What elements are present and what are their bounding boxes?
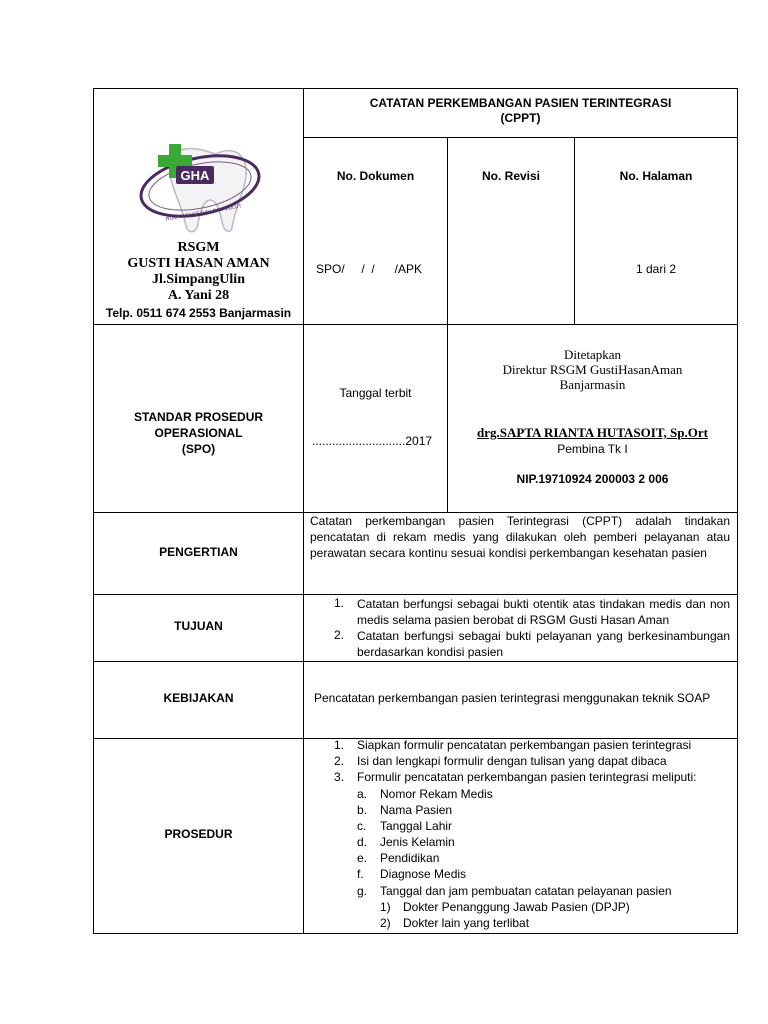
tujuan-list — [304, 596, 737, 660]
spo-line-3: (SPO) — [181, 442, 216, 456]
kebijakan-text: Pencatatan perkembangan pasien terintegrasi menggunakan teknik SOAP — [314, 691, 711, 705]
prosedur-item-1-num: 1. — [334, 738, 345, 752]
spo-label — [94, 409, 303, 457]
prosedur-sub-c-num: c. — [357, 819, 367, 833]
prosedur-subsub-2-num: 2) — [380, 916, 391, 930]
prosedur-sub-b-text: Nama Pasien — [380, 803, 453, 817]
tujuan-item-1 — [304, 596, 737, 628]
subtitle-line: (CPPT) — [500, 111, 541, 125]
org-telp: Telp. 0511 674 2553 Banjarmasin — [105, 306, 292, 320]
ditetapkan-block — [448, 347, 737, 392]
tanggal-terbit-label: Tanggal terbit — [339, 386, 412, 400]
document-title — [304, 96, 737, 125]
logo-ring-text: RUMAH SAKIT GIGI DAN MULUT — [165, 203, 243, 223]
tanggal-terbit-value: ............................2017 — [312, 434, 433, 448]
pangkat-text: Pembina Tk I — [557, 442, 628, 456]
org-line-1: RSGM — [177, 240, 220, 255]
prosedur-sub-c-text: Tanggal Lahir — [380, 819, 453, 833]
organization-block — [94, 240, 303, 304]
tooth-logo-icon — [136, 142, 262, 234]
prosedur-sub-a-text: Nomor Rekam Medis — [380, 787, 493, 801]
prosedur-subsub-1-text: Dokter Penanggung Jawab Pasien (DPJP) — [403, 900, 630, 914]
pengertian-text: Catatan perkembangan pasien Terintegrasi (CPPT) adalah tindakan pencatatan di rekam medis yang dilakukan oleh pemberi pelayanan atau perawatan secara kontinu sesuai kondisi perkembangan kesehatan pasien — [310, 514, 730, 560]
pejabat-name-text: drg.SAPTA RIANTA HUTASOIT, Sp.Ort — [477, 425, 708, 440]
pejabat-name — [448, 425, 737, 441]
prosedur-sub-e-num: e. — [357, 851, 368, 865]
prosedur-sub-f-num: f. — [357, 867, 364, 881]
tujuan-label: TUJUAN — [174, 619, 223, 633]
prosedur-item-2-text: Isi dan lengkapi formulir dengan tulisan yang dapat dibaca — [357, 754, 667, 768]
prosedur-sub-b-num: b. — [357, 803, 368, 817]
prosedur-sub-g-num: g. — [357, 884, 368, 898]
org-line-2: GUSTI HASAN AMAN — [127, 256, 270, 271]
tujuan-item-2-text: Catatan berfungsi sebagai bukti pelayanan yang berkesinambungan berdasarkan kondisi pasien — [357, 629, 730, 659]
logo-text: GHA — [180, 168, 210, 183]
spo-line-2: OPERASIONAL — [154, 426, 243, 440]
prosedur-item-3-text: Formulir pencatatan perkembangan pasien terintegrasi meliputi: — [357, 770, 697, 784]
tujuan-item-2-num: 2. — [334, 628, 345, 642]
pengertian-label: PENGERTIAN — [159, 545, 238, 559]
prosedur-item-1-text: Siapkan formulir pencatatan perkembangan pasien terintegrasi — [357, 738, 692, 752]
tujuan-item-1-num: 1. — [334, 596, 345, 610]
prosedur-sub-g-text: Tanggal dan jam pembuatan catatan pelayanan pasien — [380, 884, 672, 898]
kebijakan-label: KEBIJAKAN — [163, 691, 234, 705]
no-dokumen-label: No. Dokumen — [336, 169, 415, 183]
nip-text: NIP.19710924 200003 2 006 — [516, 472, 669, 486]
prosedur-sub-f-text: Diagnose Medis — [380, 867, 467, 881]
prosedur-subsub-1-num: 1) — [380, 900, 391, 914]
prosedur-sub-a-num: a. — [357, 787, 368, 801]
org-line-4: A. Yani 28 — [167, 288, 230, 303]
prosedur-item-2-num: 2. — [334, 754, 345, 768]
title-line: CATATAN PERKEMBANGAN PASIEN TERINTEGRASI — [369, 96, 672, 110]
no-halaman-label: No. Halaman — [619, 169, 693, 183]
spo-line-1: STANDAR PROSEDUR — [133, 410, 264, 424]
prosedur-sub-d-num: d. — [357, 835, 368, 849]
prosedur-sub-d-text: Jenis Kelamin — [380, 835, 455, 849]
prosedur-sub-e-text: Pendidikan — [380, 851, 440, 865]
no-revisi-label: No. Revisi — [481, 169, 541, 183]
prosedur-subsub-2-text: Dokter lain yang terlibat — [403, 916, 530, 930]
kota-text: Banjarmasin — [559, 377, 626, 392]
tujuan-item-1-text: Catatan berfungsi sebagai bukti otentik atas tindakan medis dan non medis selama pasien berobat di RSGM Gusti Hasan Aman — [357, 597, 730, 627]
ditetapkan-text: Ditetapkan — [563, 347, 622, 362]
no-dokumen-value: SPO/ / / /APK — [316, 262, 423, 276]
org-line-3: Jl.SimpangUlin — [152, 272, 245, 287]
prosedur-item-3-num: 3. — [334, 770, 345, 784]
prosedur-label: PROSEDUR — [164, 827, 233, 841]
direktur-text: Direktur RSGM GustiHasanAman — [502, 362, 683, 377]
tujuan-item-2 — [304, 628, 737, 660]
hospital-logo — [136, 142, 262, 234]
no-halaman-value: 1 dari 2 — [635, 262, 677, 276]
